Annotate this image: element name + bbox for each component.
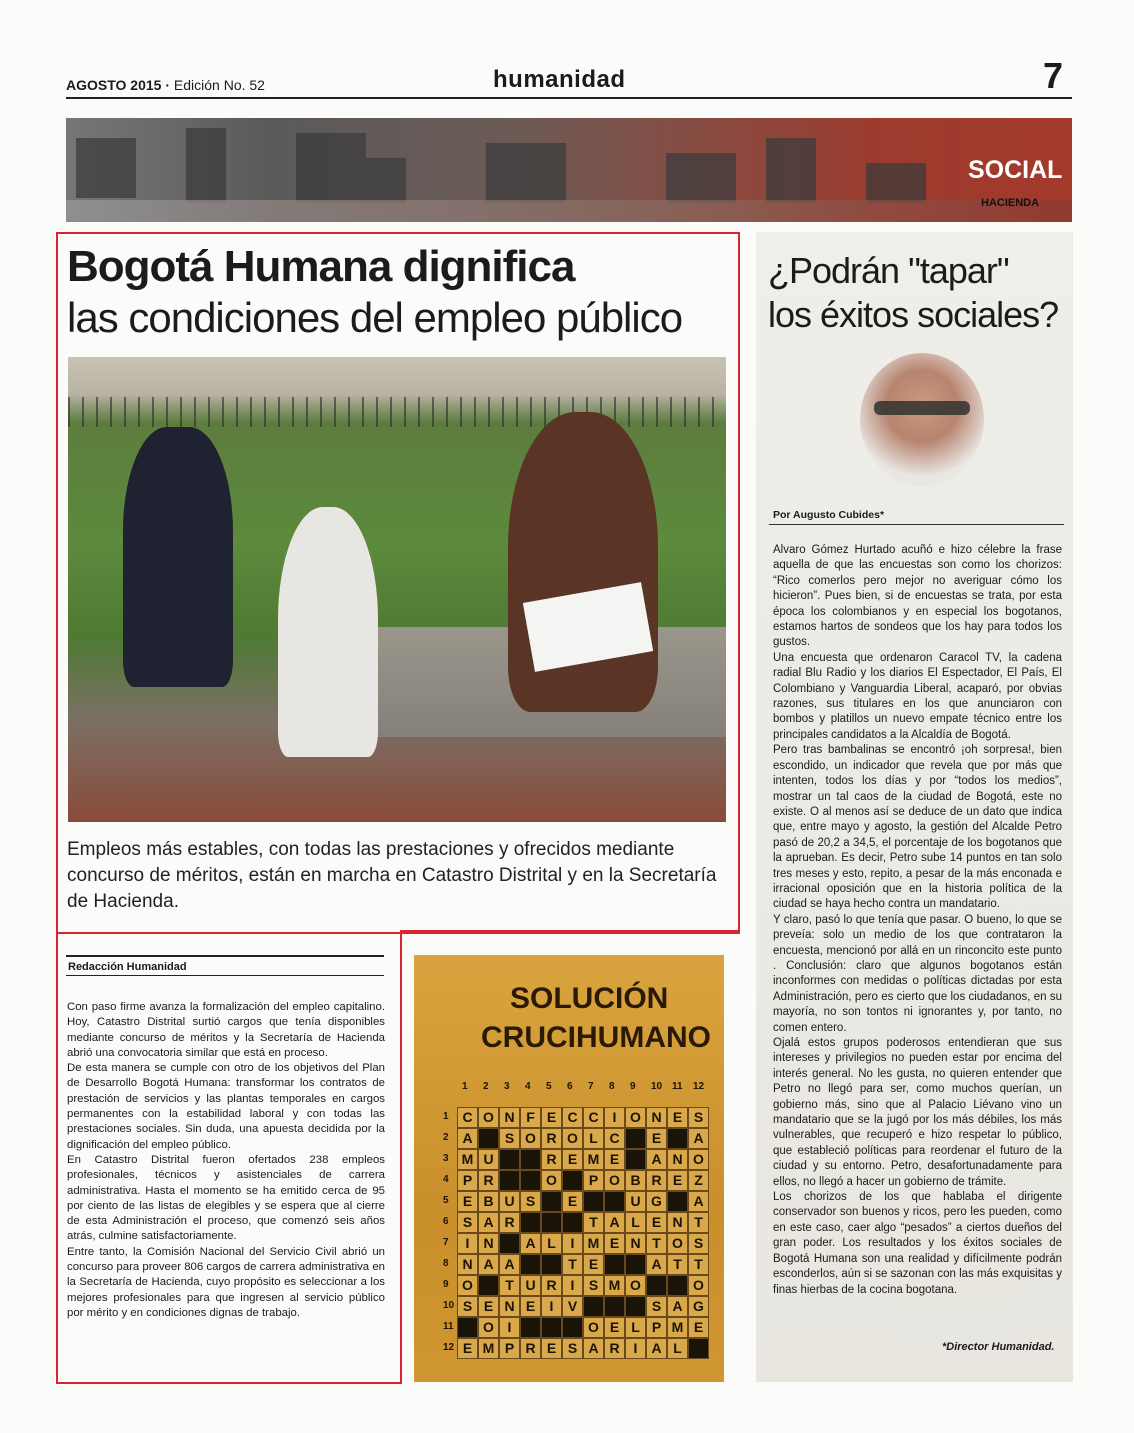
crossword-black-cell [688,1338,709,1359]
crossword-row-number: 1 [443,1111,449,1122]
crossword-column-number: 5 [546,1081,552,1092]
crossword-row-number: 3 [443,1153,449,1164]
crossword-black-cell [457,1317,478,1338]
crossword-letter-cell: O [562,1128,583,1149]
crossword-letter-cell: E [520,1296,541,1317]
crossword-letter-cell: T [646,1233,667,1254]
crossword-letter-cell: M [478,1338,499,1359]
article-paragraph: En Catastro Distrital fueron ofertados 238 empleos profesionales, técnicos y asistenciales de carrera administrativa. Hasta el momento se ha emitido cerca de 95 por ciento de las listas de elegibles y se espera que al cierre de esta Administración el proceso, que comenzó seis años atrás, culmine satisfactoriamente. [67,1153,385,1243]
page-number: 7 [1043,55,1064,96]
crossword-black-cell [478,1275,499,1296]
article-photo [68,357,726,822]
crossword-title: SOLUCIÓN [510,982,669,1015]
crossword-black-cell [478,1128,499,1149]
crossword-letter-cell: E [604,1149,625,1170]
opinion-signature: *Director Humanidad. [942,1341,1055,1353]
crossword-letter-cell: B [478,1191,499,1212]
byline-bottom-rule [66,975,384,976]
crossword-letter-cell: E [604,1317,625,1338]
crossword-black-cell [583,1296,604,1317]
crossword-letter-cell: I [562,1233,583,1254]
crossword-letter-cell: E [457,1338,478,1359]
crossword-letter-cell: L [541,1233,562,1254]
crossword-row-number: 12 [443,1342,455,1353]
main-subheadline: las condiciones del empleo público [67,294,683,341]
crossword-black-cell [667,1275,688,1296]
crossword-letter-cell: E [667,1170,688,1191]
crossword-letter-cell: I [625,1338,646,1359]
crossword-letter-cell: O [457,1275,478,1296]
header-rule [66,97,1072,99]
crossword-black-cell [604,1296,625,1317]
crossword-row-number: 8 [443,1258,449,1269]
crossword-letter-cell: M [583,1149,604,1170]
crossword-letter-cell: C [583,1107,604,1128]
opinion-subheadline: los éxitos sociales? [768,294,1059,335]
crossword-letter-cell: L [583,1128,604,1149]
crossword-letter-cell: C [457,1107,478,1128]
crossword-black-cell [667,1191,688,1212]
crossword-letter-cell: M [457,1149,478,1170]
author-photo [860,353,984,486]
crossword-letter-cell: E [583,1254,604,1275]
crossword-letter-cell: A [457,1128,478,1149]
section-banner-photo [66,118,1072,222]
crossword-letter-cell: O [604,1170,625,1191]
issue-date: AGOSTO 2015 · Edición No. 52 [66,77,265,93]
crossword-column-number: 1 [462,1081,468,1092]
crossword-letter-cell: R [604,1338,625,1359]
crossword-letter-cell: I [562,1275,583,1296]
crossword-letter-cell: I [457,1233,478,1254]
crossword-letter-cell: M [667,1317,688,1338]
crossword-black-cell [583,1191,604,1212]
crossword-letter-cell: R [520,1338,541,1359]
crossword-black-cell [520,1149,541,1170]
crossword-letter-cell: C [562,1107,583,1128]
crossword-row-number: 9 [443,1279,449,1290]
crossword-letter-cell: A [667,1296,688,1317]
crossword-letter-cell: E [646,1212,667,1233]
crossword-letter-cell: P [457,1170,478,1191]
crossword-letter-cell: S [646,1296,667,1317]
crossword-letter-cell: E [667,1107,688,1128]
crossword-letter-cell: A [646,1338,667,1359]
opinion-paragraph: Una encuesta que ordenaron Caracol TV, la cadena radial Blu Radio y los diarios El Espectador, El País, El Colombiano y Vanguardia Liberal, acaparó, por obvias razones, sus titulares en los que anunciaron con bombos y platillos un nuevo empate técnico entre los principales candidatos a la Alcaldía de Bogotá. [773,651,1062,741]
crossword-letter-cell: E [562,1149,583,1170]
crossword-letter-cell: L [625,1317,646,1338]
crossword-column-number: 9 [630,1081,636,1092]
section-label: SOCIAL [968,156,1063,184]
crossword-black-cell [625,1296,646,1317]
crossword-column-number: 11 [672,1081,683,1092]
crossword-black-cell [541,1212,562,1233]
opinion-byline-rule [769,524,1064,525]
crossword-black-cell [562,1212,583,1233]
crossword-column-number: 8 [609,1081,615,1092]
photo-caption: Empleos más estables, con todas las prestaciones y ofrecidos mediante concurso de méritos, están en marcha en Catastro Distrital y en la Secretaría de Hacienda. [67,839,717,912]
crossword-letter-cell: V [562,1296,583,1317]
crossword-letter-cell: T [688,1254,709,1275]
crossword-letter-cell: R [499,1212,520,1233]
crossword-letter-cell: N [499,1296,520,1317]
crossword-letter-cell: U [478,1149,499,1170]
article-paragraph: Con paso firme avanza la formalización del empleo capitalino. Hoy, Catastro Distrital surtió cargos que tenía disponibles mediante concurso de méritos y la Secretaría de Hacienda abrió una convocatoria similar que está en proceso. [67,1001,385,1059]
crossword-letter-cell: R [541,1128,562,1149]
crossword-black-cell [625,1254,646,1275]
crossword-black-cell [667,1128,688,1149]
crossword-letter-cell: O [625,1275,646,1296]
crossword-letter-cell: N [457,1254,478,1275]
crossword-row-number: 6 [443,1216,449,1227]
crossword-letter-cell: A [646,1149,667,1170]
crossword-black-cell [562,1317,583,1338]
crossword-letter-cell: R [541,1275,562,1296]
main-headline: Bogotá Humana dignifica [67,242,575,291]
crossword-column-number: 12 [693,1081,705,1092]
article-body [67,1000,385,1321]
opinion-paragraph: Pero tras bambalinas se encontró ¡oh sorpresa!, bien escondido, un indicador que revela que por más que intenten, todos los días y por “todos los medios”, mostrar un tal caos de la ciudad de Bogotá, este no existe. O al menos así se deduce de un dato que indica que, entre mayo y agosto, la gestión del Alcalde Petro pasó de 20,2 a 34,5, el porcentaje de los bogotanos que la aprueban. Es decir, Petro sube 14 puntos en tan solo tres meses y esto, repito, a pesar de la más enconada e irracional oposición que en la historia política de la ciudad se haya hecho contra un mandatario. [773,744,1062,911]
crossword-subtitle: CRUCIHUMANO [481,1021,711,1054]
crossword-letter-cell: A [688,1191,709,1212]
crossword-letter-cell: S [520,1191,541,1212]
crossword-letter-cell: E [688,1317,709,1338]
crossword-black-cell [646,1275,667,1296]
crossword-letter-cell: R [541,1149,562,1170]
crossword-black-cell [562,1170,583,1191]
crossword-letter-cell: L [625,1212,646,1233]
crossword-letter-cell: N [625,1233,646,1254]
crossword-black-cell [520,1212,541,1233]
crossword-black-cell [541,1191,562,1212]
crossword-column-number: 2 [483,1081,489,1092]
crossword-black-cell [541,1254,562,1275]
crossword-grid [443,1081,707,1357]
crossword-letter-cell: G [688,1296,709,1317]
crossword-letter-cell: E [457,1191,478,1212]
opinion-paragraph: Los chorizos de los que hablaba el dirigente conservador son buenos y ricos, pero les pueden, como en este caso, caer algo “pesados” a ciertos dueños del gran poder. Los resultados y los éxitos sociales de Bogotá Humana son una realidad y difícilmente podrán esconderlos, aún si se sazonan con las más exquisitas y finas hierbas de la cocina bogotana. [773,1191,1062,1296]
publication-name: humanidad [493,66,626,93]
crossword-letter-cell: E [541,1107,562,1128]
crossword-letter-cell: O [541,1170,562,1191]
crossword-letter-cell: P [583,1170,604,1191]
crossword-letter-cell: O [625,1107,646,1128]
crossword-black-cell [499,1149,520,1170]
crossword-black-cell [499,1170,520,1191]
crossword-black-cell [604,1191,625,1212]
article-byline: Redacción Humanidad [68,961,187,973]
crossword-letter-cell: O [667,1233,688,1254]
crossword-letter-cell: N [646,1107,667,1128]
crossword-letter-cell: O [583,1317,604,1338]
crossword-letter-cell: B [625,1170,646,1191]
crossword-letter-cell: T [499,1275,520,1296]
crossword-letter-cell: E [562,1191,583,1212]
crossword-column-number: 4 [525,1081,531,1092]
crossword-letter-cell: O [688,1275,709,1296]
crossword-letter-cell: P [499,1338,520,1359]
crossword-column-number: 7 [588,1081,594,1092]
byline-top-rule [66,955,384,957]
crossword-letter-cell: E [646,1128,667,1149]
edition-number: Edición No. 52 [173,77,265,93]
crossword-letter-cell: A [478,1212,499,1233]
article-paragraph: Entre tanto, la Comisión Nacional del Servicio Civil abrió un concurso para proveer 806 cargos de carrera administrativa en la Secretaría de Hacienda, cuyo propósito es seleccionar a los mejores profesionales para que ingresen al servicio público por mérito y en condiciones dignas de trabajo. [67,1245,385,1319]
crossword-letter-cell: A [646,1254,667,1275]
article-paragraph: De esta manera se cumple con otro de los objetivos del Plan de Desarrollo Bogotá Humana: transformar los contratos de prestación de servicios y las plantas temporales en cargos permanentes con la estabilidad laboral y con todas las prestaciones sociales. Sin duda, una apuesta decidida por la dignificación del empleo público. [67,1062,385,1151]
crossword-letter-cell: N [499,1107,520,1128]
crossword-letter-cell: S [583,1275,604,1296]
highlight-frame-joint [400,930,740,932]
crossword-row-number: 10 [443,1300,455,1311]
crossword-letter-cell: A [478,1254,499,1275]
crossword-letter-cell: T [583,1212,604,1233]
crossword-letter-cell: U [499,1191,520,1212]
crossword-row-number: 7 [443,1237,449,1248]
crossword-black-cell [541,1317,562,1338]
opinion-paragraph: Y claro, pasó lo que tenía que pasar. O bueno, lo que se preveía: solo un medio de los que contrataron la encuesta, mencionó por allá en un rinconcito este punto . Conclusión: claro que algunos bogotanos están inconformes con medidas o políticas dictadas por esta Administración, pero es cierto que los ciudadanos, en su mayoría, no son tontos ni ignorantes y, por tanto, no comen entero. [773,913,1062,1034]
opinion-paragraph: Ojalá estos grupos poderosos entendieran que sus intereses y privilegios no pueden estar por encima del interés general. No les gusta, no quieren entender que Petro no llegó para ser, como muchos querían, un gobierno más, sino que al Palacio Liévano vino un mandatario que se la jugó por los más débiles, los más vulnerables, que recuperó e hizo respetar lo público, que estableció políticas para reordenar el futuro de la ciudad y su entorno. Petro, desafortunadamente para ellos, no llegó a hacer un gobierno de trámite. [773,1037,1062,1188]
crossword-black-cell [625,1128,646,1149]
crossword-black-cell [520,1254,541,1275]
crossword-letter-cell: O [478,1107,499,1128]
crossword-letter-cell: E [604,1233,625,1254]
crossword-letter-cell: A [520,1233,541,1254]
crossword-black-cell [520,1317,541,1338]
crossword-letter-cell: U [625,1191,646,1212]
crossword-letter-cell: I [541,1296,562,1317]
crossword-letter-cell: M [583,1233,604,1254]
crossword-letter-cell: F [520,1107,541,1128]
crossword-column-number: 3 [504,1081,510,1092]
crossword-letter-cell: A [499,1254,520,1275]
crossword-letter-cell: O [688,1149,709,1170]
opinion-paragraph: Alvaro Gómez Hurtado acuñó e hizo célebre la frase aquella de que las encuestas son como los chorizos: “Rico comerlos pero mejor no averiguar cómo los hicieron”. Pues bien, si de encuestas se trata, por esta época los colombianos y en especial los bogotanos, estamos hartos de sondeos que los hay para todos los gustos. [773,544,1062,649]
crossword-letter-cell: T [562,1254,583,1275]
crossword-letter-cell: S [457,1212,478,1233]
crossword-letter-cell: M [604,1275,625,1296]
crossword-row-number: 5 [443,1195,449,1206]
person-man [123,427,233,687]
crossword-letter-cell: O [520,1128,541,1149]
crossword-letter-cell: P [646,1317,667,1338]
crossword-black-cell [625,1149,646,1170]
crossword-row-number: 11 [443,1321,454,1332]
subsection-label: HACIENDA [981,197,1040,209]
crossword-black-cell [604,1254,625,1275]
crossword-black-cell [499,1233,520,1254]
crossword-letter-cell: I [499,1317,520,1338]
crossword-letter-cell: R [646,1170,667,1191]
crossword-letter-cell: U [520,1275,541,1296]
crossword-letter-cell: S [688,1107,709,1128]
crossword-letter-cell: A [604,1212,625,1233]
person-woman-brown [508,412,658,712]
crossword-letter-cell: L [667,1338,688,1359]
crossword-letter-cell: T [667,1254,688,1275]
crossword-letter-cell: N [478,1233,499,1254]
crossword-row-number: 4 [443,1174,449,1185]
crossword-letter-cell: S [457,1296,478,1317]
crossword-letter-cell: T [688,1212,709,1233]
crossword-black-cell [520,1170,541,1191]
crossword-letter-cell: E [541,1338,562,1359]
crossword-letter-cell: I [604,1107,625,1128]
crossword-letter-cell: A [583,1338,604,1359]
opinion-byline: Por Augusto Cubides* [773,509,885,521]
opinion-body [773,543,1062,1298]
person-woman-white [278,507,378,757]
crossword-letter-cell: N [667,1212,688,1233]
crossword-letter-cell: G [646,1191,667,1212]
crossword-row-number: 2 [443,1132,449,1143]
crossword-column-number: 6 [567,1081,573,1092]
opinion-headline: ¿Podrán "tapar" [768,250,1009,291]
crossword-letter-cell: O [478,1317,499,1338]
crossword-letter-cell: R [478,1170,499,1191]
crossword-letter-cell: N [667,1149,688,1170]
fence [68,397,726,427]
crossword-letter-cell: C [604,1128,625,1149]
crossword-letter-cell: S [688,1233,709,1254]
crossword-letter-cell: A [688,1128,709,1149]
crossword-letter-cell: S [499,1128,520,1149]
crossword-column-number: 10 [651,1081,663,1092]
crossword-letter-cell: Z [688,1170,709,1191]
crossword-letter-cell: S [562,1338,583,1359]
crossword-letter-cell: E [478,1296,499,1317]
